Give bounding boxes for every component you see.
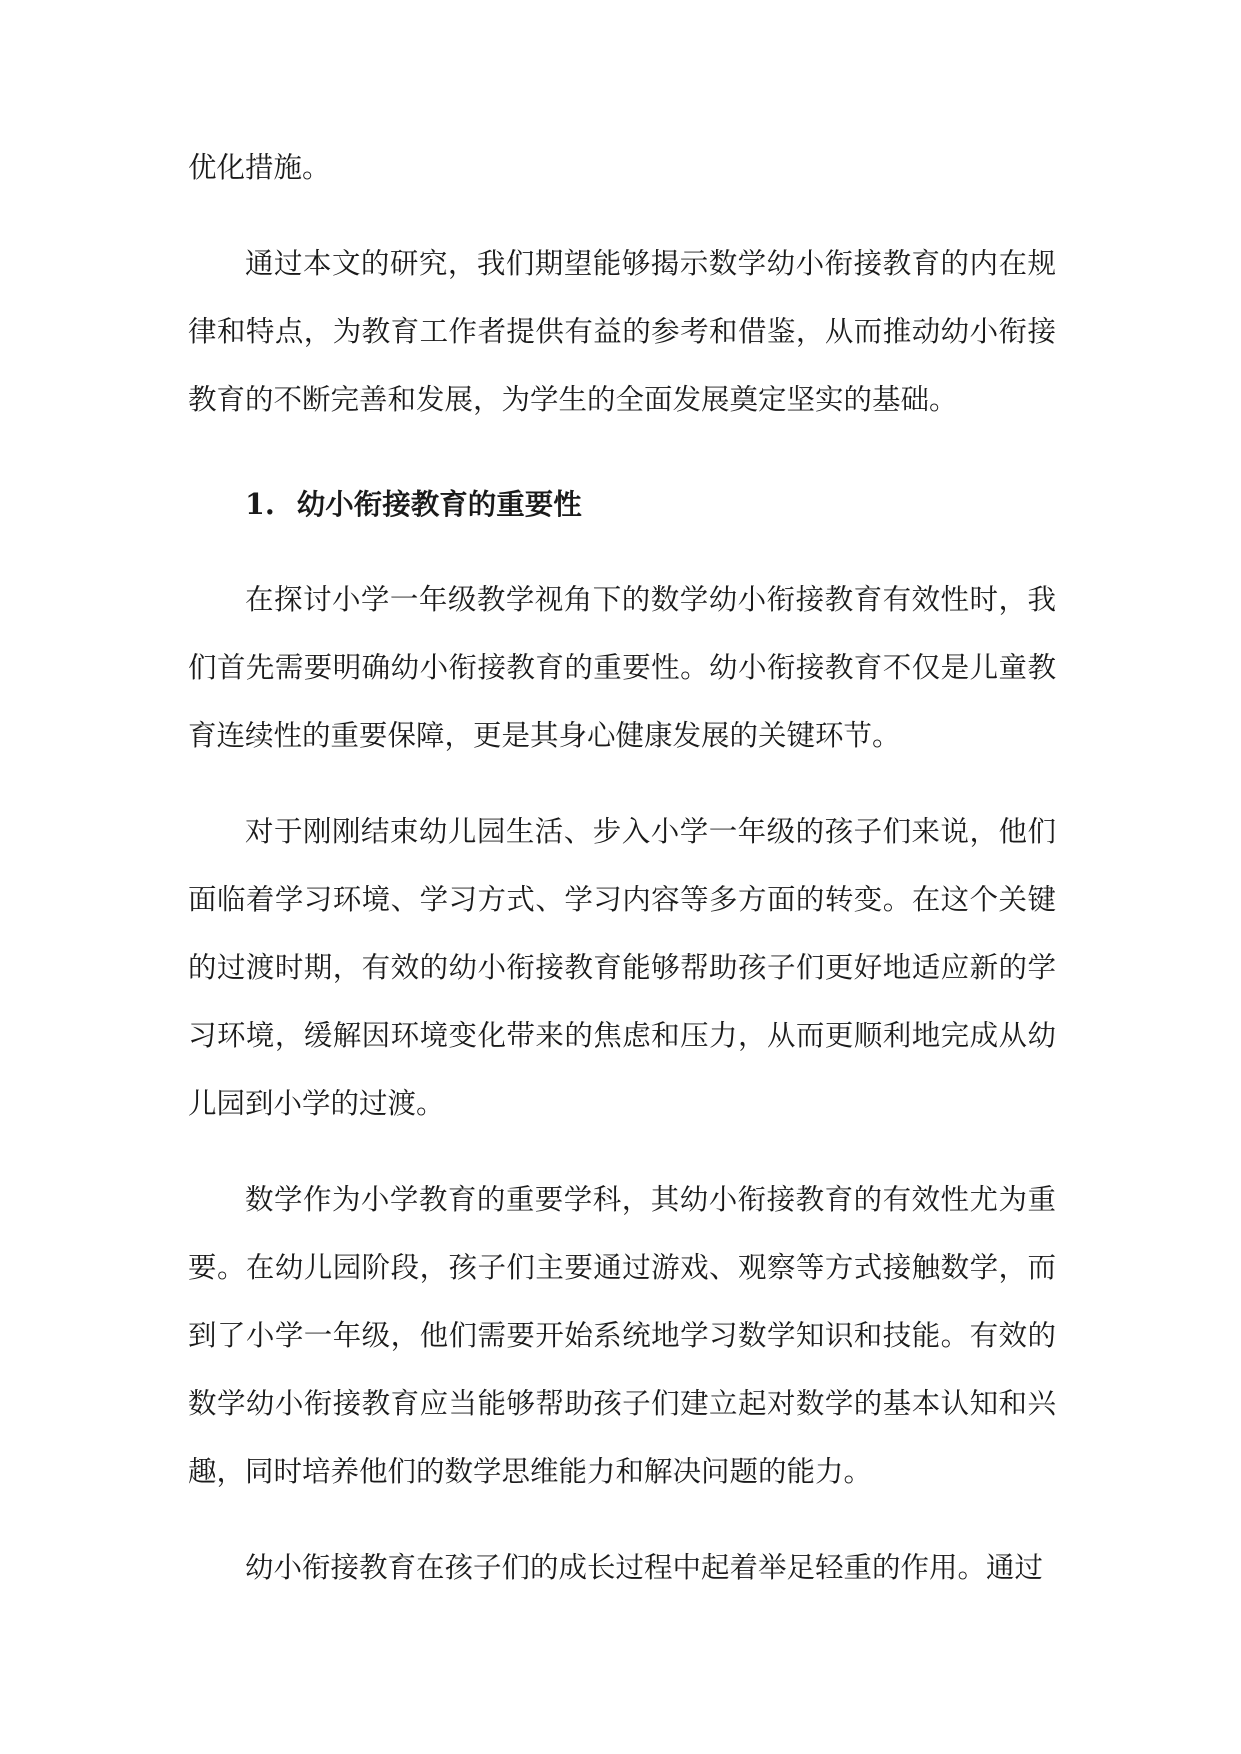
document-page <box>188 134 1056 1602</box>
section-heading <box>188 470 1056 538</box>
section-number: 1. <box>245 487 275 521</box>
paragraph-math-subject: 数学作为小学教育的重要学科，其幼小衔接教育的有效性尤为重要。在幼儿园阶段，孩子们主要通过游戏、观察等方式接触数学，而到了小学一年级，他们需要开始系统地学习数学知识和技能。有效的数学幼小衔接教育应当能够帮助孩子们建立起对数学的基本认知和兴趣，同时培养他们的数学思维能力和解决问题的能力。 <box>188 1183 1056 1488</box>
paragraph-transition: 对于刚刚结束幼儿园生活、步入小学一年级的孩子们来说，他们面临着学习环境、学习方式、学习内容等多方面的转变。在这个关键的过渡时期，有效的幼小衔接教育能够帮助孩子们更好地适应新的学习环境，缓解因环境变化带来的焦虑和压力，从而更顺利地完成从幼儿园到小学的过渡。 <box>188 815 1056 1120</box>
paragraph-importance: 在探讨小学一年级教学视角下的数学幼小衔接教育有效性时，我们首先需要明确幼小衔接教育的重要性。幼小衔接教育不仅是儿童教育连续性的重要保障，更是其身心健康发展的关键环节。 <box>188 583 1056 752</box>
paragraph-role: 幼小衔接教育在孩子们的成长过程中起着举足轻重的作用。通过 <box>245 1551 1044 1584</box>
paragraph-research-purpose: 通过本文的研究，我们期望能够揭示数学幼小衔接教育的内在规律和特点，为教育工作者提供有益的参考和借鉴，从而推动幼小衔接教育的不断完善和发展，为学生的全面发展奠定坚实的基础。 <box>188 247 1056 416</box>
paragraph-continuation: 优化措施。 <box>188 151 331 184</box>
section-title: 幼小衔接教育的重要性 <box>296 487 582 521</box>
